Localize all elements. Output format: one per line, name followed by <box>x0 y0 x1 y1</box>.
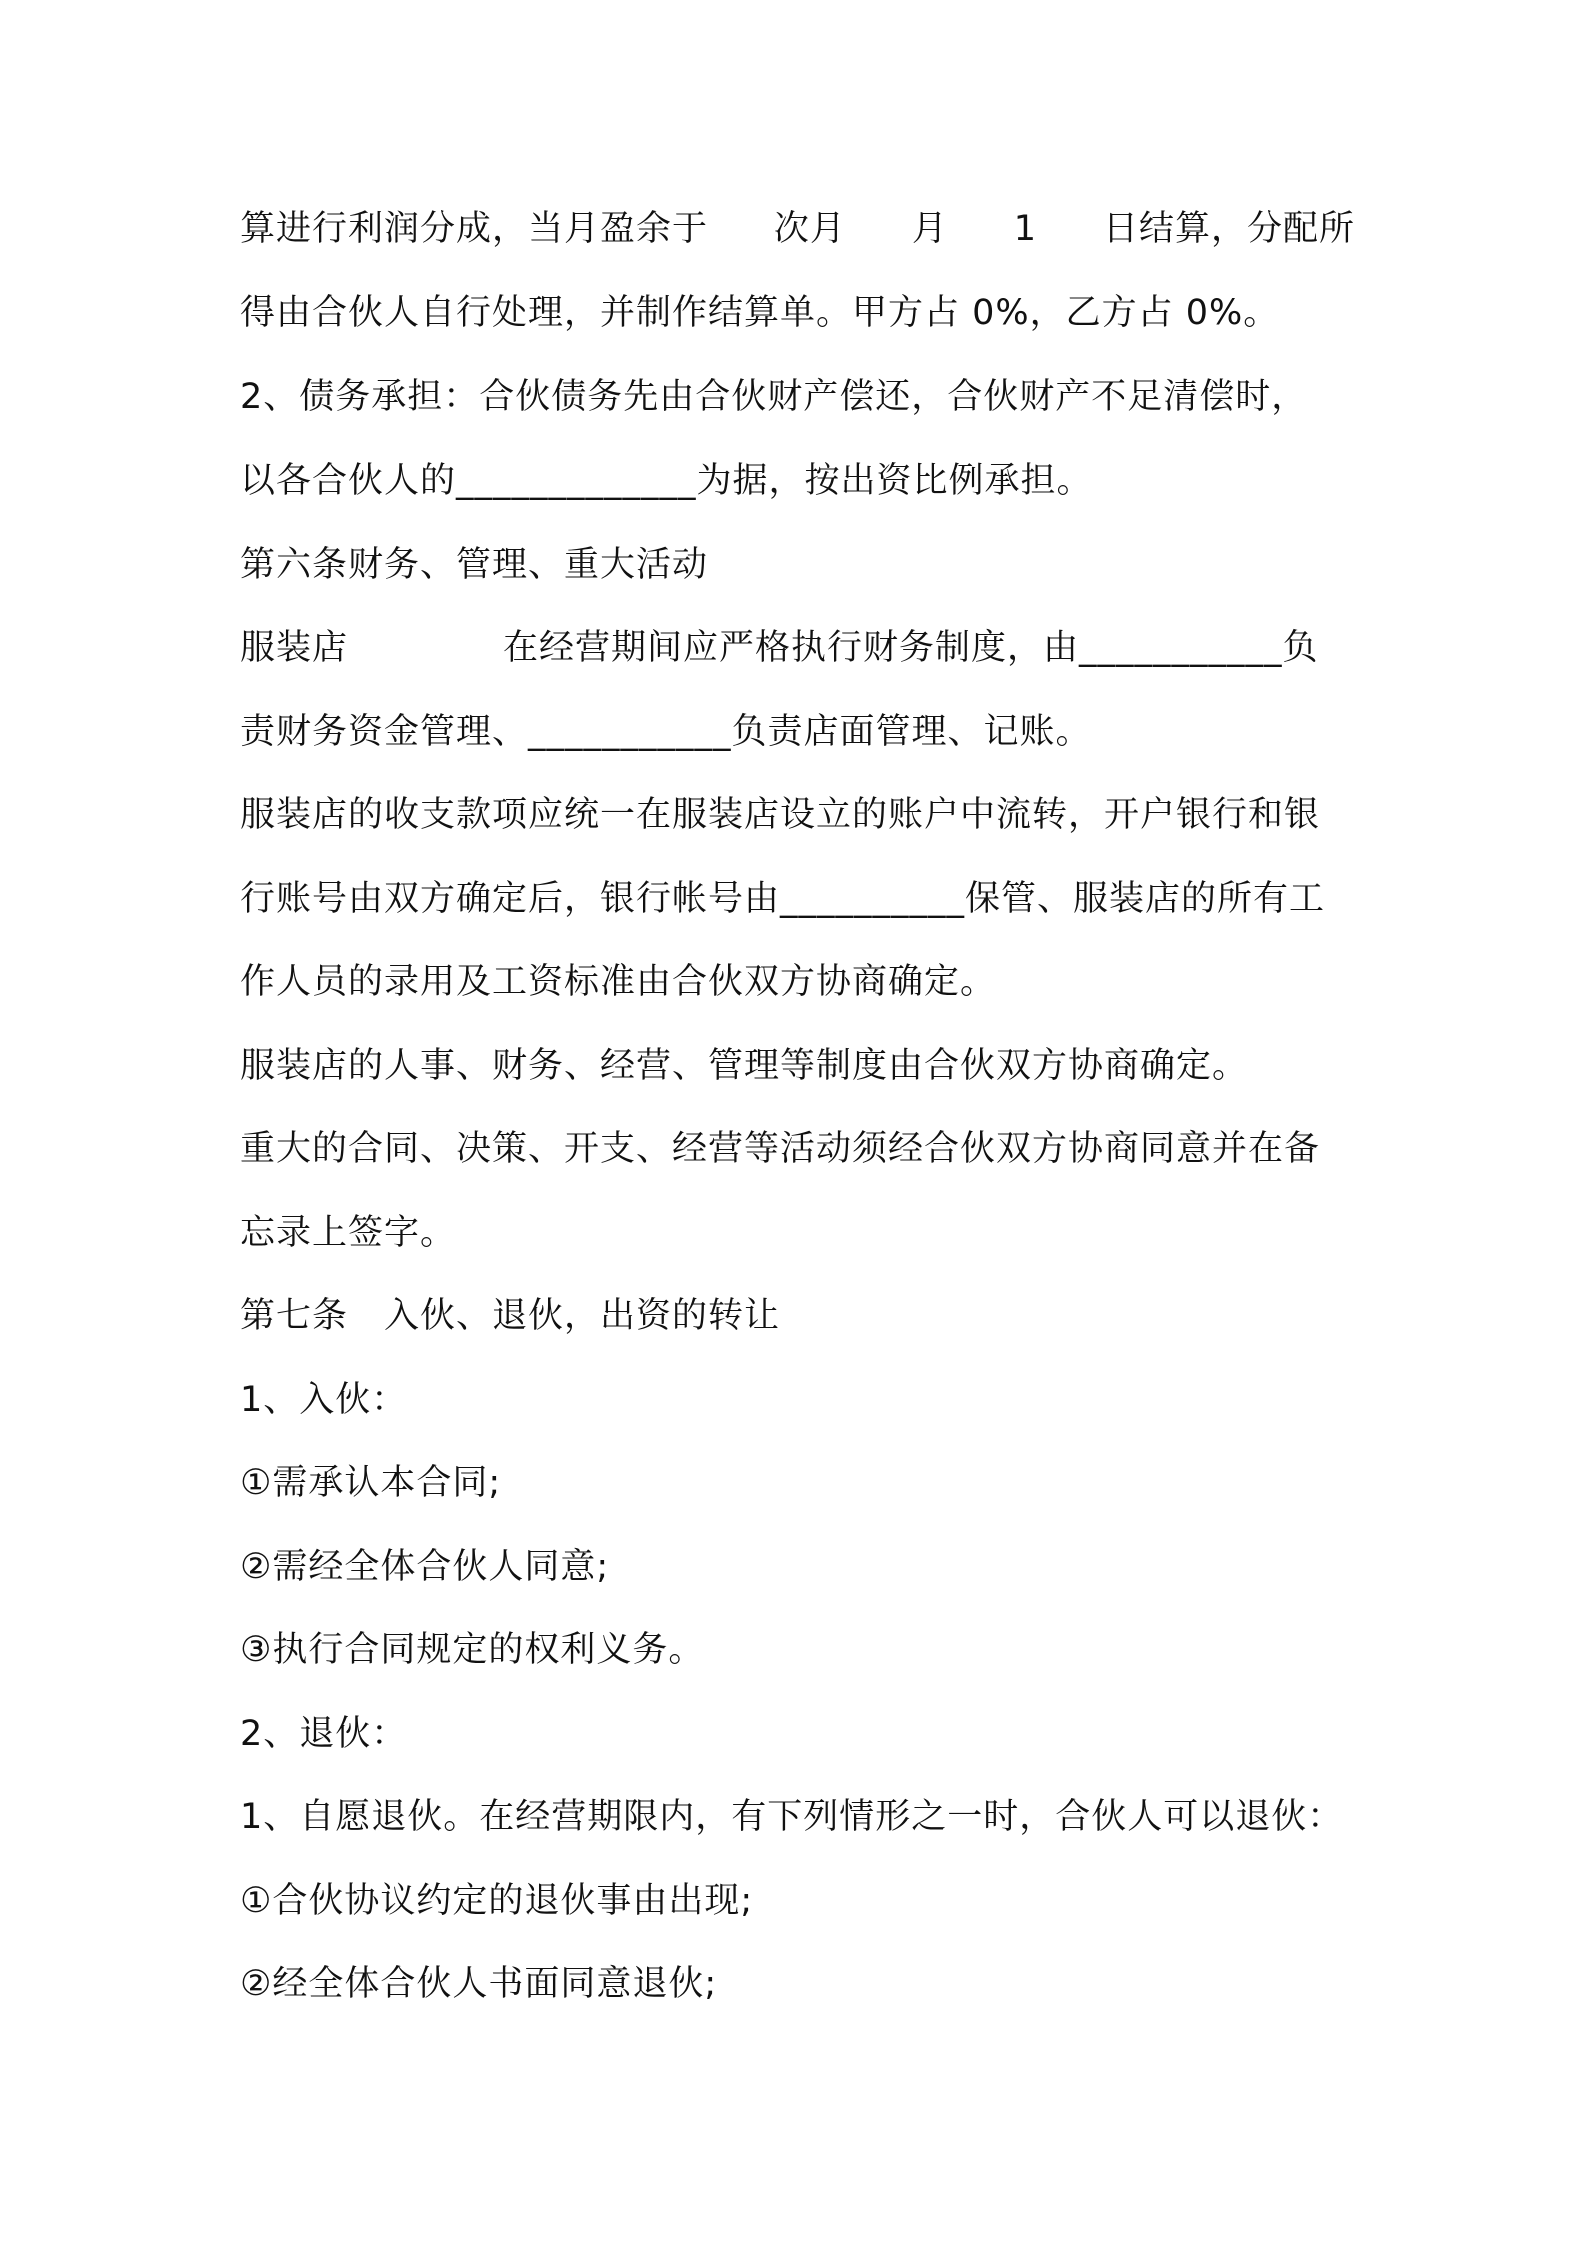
article-6-para1-line1 <box>240 620 1360 676</box>
article-7-heading: 第七条 入伙、退伙，出资的转让 <box>240 1296 781 1336</box>
profit-distribution-line-1 <box>240 201 1355 257</box>
profit-distribution-line-2: 得由合伙人自行处理，并制作结算单。甲方占 0%，乙方占 0%。 <box>240 293 1280 333</box>
debt-clause-line-1: 2、债务承担：合伙债务先由合伙财产偿还，合伙财产不足清偿时， <box>240 377 1308 417</box>
article-6-para4-line2: 忘录上签字。 <box>240 1213 457 1253</box>
withdraw-intro: 1、自愿退伙。在经营期限内，有下列情形之一时，合伙人可以退伙： <box>240 1797 1344 1837</box>
join-item-2: ②需经全体合伙人同意; <box>240 1547 610 1587</box>
text-segment: 次月 <box>773 209 846 249</box>
article-6-para4-line1: 重大的合同、决策、开支、经营等活动须经合伙双方协商同意并在备 <box>240 1129 1321 1169</box>
text-segment: 在经营期间应严格执行财务制度，由___________负 <box>503 628 1319 668</box>
article-6-para3: 服装店的人事、财务、经营、管理等制度由合伙双方协商确定。 <box>240 1046 1249 1086</box>
text-segment: 服装店 <box>240 628 349 668</box>
article-6-para1-line2: 责财务资金管理、___________负责店面管理、记账。 <box>240 712 1092 752</box>
article-6-para2-line3: 作人员的录用及工资标准由合伙双方协商确定。 <box>240 962 997 1002</box>
debt-clause-line-2: 以各合伙人的_____________为据，按出资比例承担。 <box>240 461 1093 501</box>
article-6-para2-line1: 服装店的收支款项应统一在服装店设立的账户中流转，开户银行和银 <box>240 795 1321 835</box>
text-segment: 算进行利润分成，当月盈余于 <box>240 209 709 249</box>
withdraw-item-2: ②经全体合伙人书面同意退伙; <box>240 1964 718 2004</box>
join-title: 1、入伙： <box>240 1380 408 1420</box>
withdraw-item-1: ①合伙协议约定的退伙事由出现; <box>240 1881 754 1921</box>
article-6-heading: 第六条财务、管理、重大活动 <box>240 545 709 585</box>
join-item-3: ③执行合同规定的权利义务。 <box>240 1630 705 1670</box>
withdraw-title: 2、退伙： <box>240 1714 408 1754</box>
article-6-para2-line2: 行账号由双方确定后，银行帐号由__________保管、服装店的所有工 <box>240 879 1326 919</box>
text-segment: 月 <box>911 209 948 249</box>
text-segment: 1 <box>1013 209 1038 249</box>
text-segment: 日结算，分配所 <box>1102 209 1355 249</box>
join-item-1: ①需承认本合同; <box>240 1463 502 1503</box>
